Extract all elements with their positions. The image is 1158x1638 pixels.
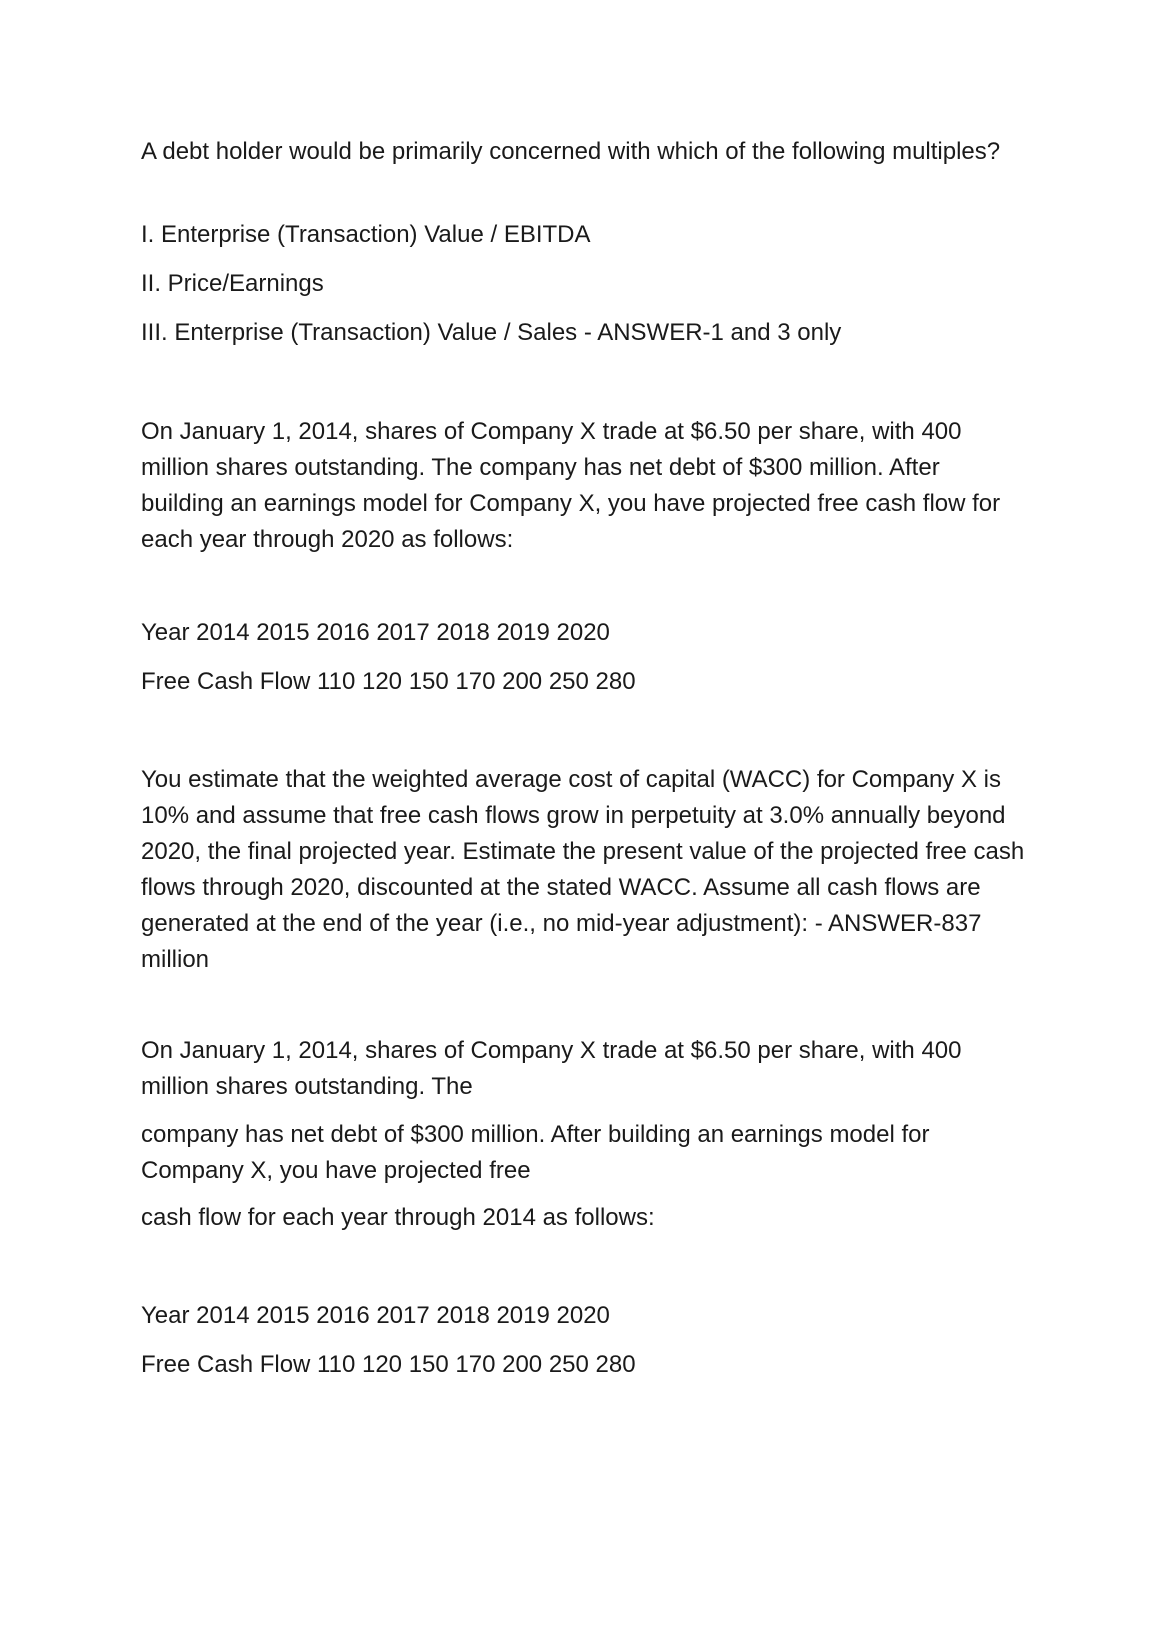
q3-fcf-row: Free Cash Flow 110 120 150 170 200 250 280 [141, 1351, 636, 1378]
q3-year-row: Year 2014 2015 2016 2017 2018 2019 2020 [141, 1302, 610, 1329]
q1-option-3-answer: III. Enterprise (Transaction) Value / Sales - ANSWER-1 and 3 only [141, 319, 842, 346]
q1-option-1: I. Enterprise (Transaction) Value / EBITDA [141, 221, 591, 248]
q3-intro-part2: company has net debt of $300 million. After building an earnings model for Company X, you have projected free [141, 1121, 930, 1184]
q3-intro-part1: On January 1, 2014, shares of Company X trade at $6.50 per share, with 400 million shares outstanding. The [141, 1037, 962, 1100]
q2-fcf-row: Free Cash Flow 110 120 150 170 200 250 280 [141, 668, 636, 695]
q3-intro-part3: cash flow for each year through 2014 as follows: [141, 1204, 655, 1231]
q1-option-2: II. Price/Earnings [141, 270, 324, 297]
q2-intro: On January 1, 2014, shares of Company X trade at $6.50 per share, with 400 million shares outstanding. The company has net debt of $300 million. After building an earnings model for Company X, you have projected free cash flow for each year through 2020 as follows: [141, 418, 1001, 553]
q2-year-row: Year 2014 2015 2016 2017 2018 2019 2020 [141, 619, 610, 646]
q2-question-answer: You estimate that the weighted average cost of capital (WACC) for Company X is 10% and assume that free cash flows grow in perpetuity at 3.0% annually beyond 2020, the final projected year. Estimate the present value of the projected free cash flows through 2020, discounted at the stated WACC. Assume all cash flows are generated at the end of the year (i.e., no mid-year adjustment): - ANSWER-837 million [141, 766, 1025, 973]
q1-question: A debt holder would be primarily concerned with which of the following multiples? [141, 138, 1001, 165]
